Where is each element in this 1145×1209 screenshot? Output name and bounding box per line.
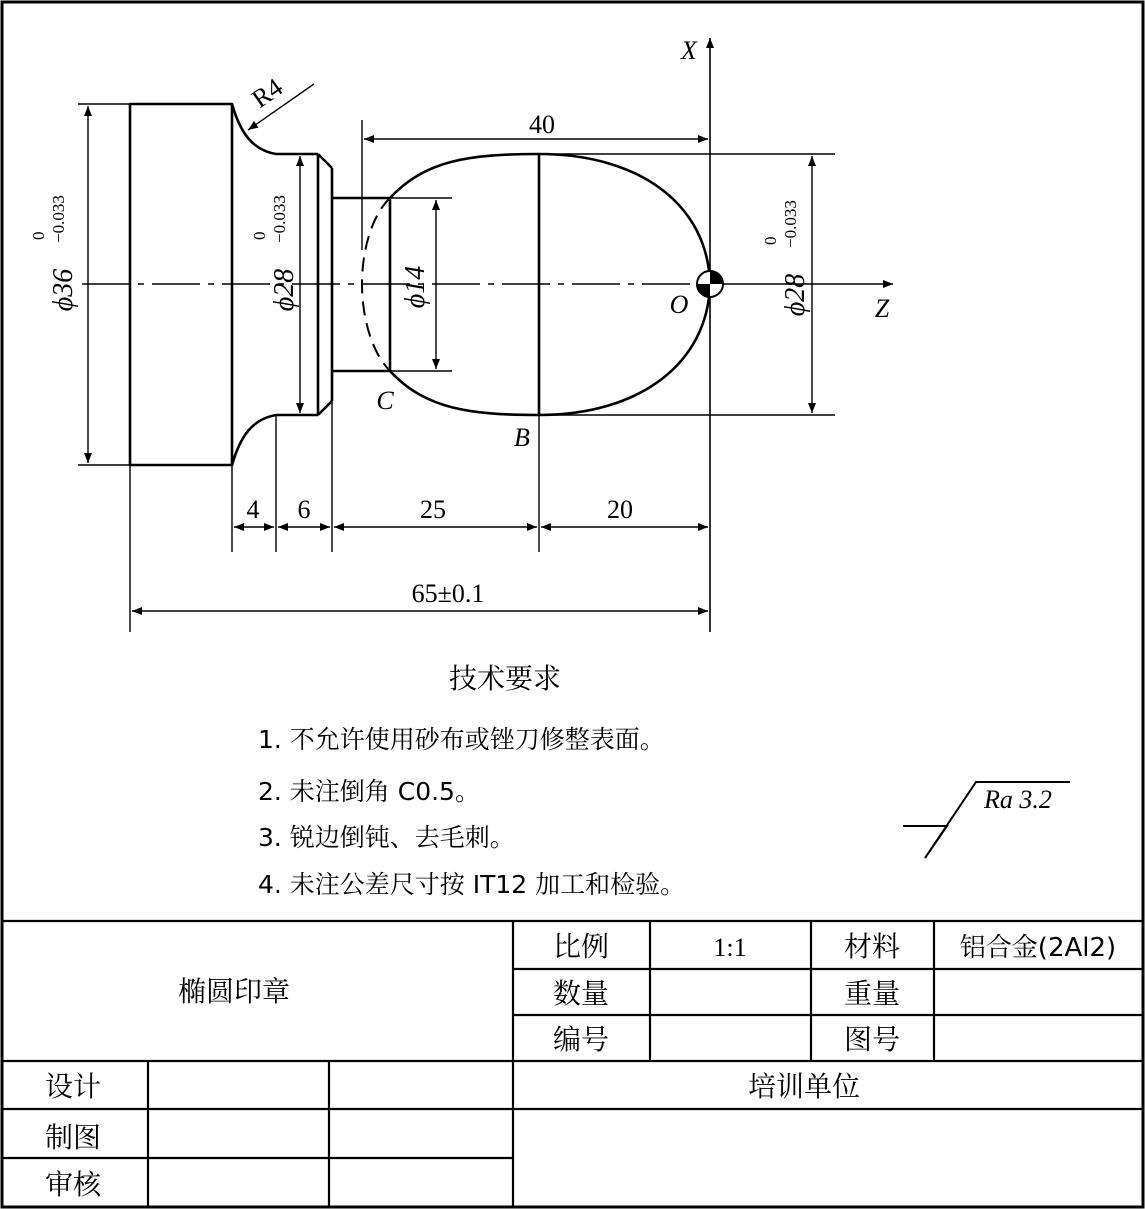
- axis-label-x: X: [681, 36, 697, 65]
- tech-req-item-2: 2. 未注倒角 C0.5。: [258, 777, 480, 806]
- drawing-number-label: 图号: [843, 1023, 901, 1056]
- weight-label: 重量: [843, 977, 901, 1010]
- point-label-c: C: [376, 386, 394, 415]
- dim-total-length: 65±0.1: [411, 579, 485, 608]
- dim-4: 4: [246, 495, 260, 524]
- dim-25: 25: [420, 495, 446, 524]
- origin-symbol: [697, 271, 723, 297]
- tech-req-title: 技术要求: [448, 662, 562, 695]
- coordinate-axes: [700, 38, 893, 632]
- material-value: 铝合金(2Al2): [959, 933, 1117, 963]
- dim-phi36: [29, 195, 79, 311]
- design-label: 设计: [44, 1070, 102, 1103]
- axis-label-z: Z: [874, 294, 890, 323]
- dim-phi28-right-value: ϕ28: [780, 273, 811, 317]
- dim-phi36-tol-lower: −0.033: [49, 195, 68, 243]
- dim-phi28-left-value: ϕ28: [269, 268, 300, 312]
- dim-6: 6: [297, 495, 311, 524]
- dim-phi28-right: [761, 200, 811, 316]
- material-label: 材料: [843, 930, 901, 963]
- origin-label: O: [669, 290, 689, 319]
- dim-phi28-right-tol-lower: −0.033: [781, 200, 800, 248]
- dim-phi14: [400, 266, 431, 309]
- dim-phi36-tol-upper: 0: [29, 231, 48, 240]
- dim-phi28-right-tol-upper: 0: [761, 236, 780, 245]
- roughness-value: Ra 3.2: [984, 785, 1052, 814]
- dim-40: 40: [529, 110, 555, 139]
- extension-lines: [78, 104, 835, 632]
- tech-req-item-1: 1. 不允许使用砂布或锉刀修整表面。: [258, 725, 665, 754]
- dim-phi36-value: ϕ36: [48, 268, 79, 312]
- quantity-label: 数量: [552, 977, 610, 1010]
- dim-phi28-left-tol-upper: 0: [250, 231, 269, 240]
- training-unit-label: 培训单位: [747, 1070, 861, 1103]
- scale-value: 1:1: [713, 933, 747, 962]
- scale-label: 比例: [552, 930, 610, 963]
- reviewer-label: 审核: [44, 1168, 102, 1201]
- dim-20: 20: [607, 495, 633, 524]
- point-label-b: B: [514, 423, 530, 452]
- dim-phi28-left: [250, 195, 300, 311]
- drawn-by-label: 制图: [44, 1121, 102, 1154]
- part-name: 椭圆印章: [177, 975, 291, 1008]
- dim-r4: R4: [246, 72, 288, 114]
- number-label: 编号: [552, 1023, 610, 1056]
- dim-phi14-value: ϕ14: [400, 265, 431, 309]
- tech-req-item-4: 4. 未注公差尺寸按 IT12 加工和检验。: [258, 870, 686, 899]
- tech-req-item-3: 3. 锐边倒钝、去毛刺。: [258, 823, 515, 852]
- dim-phi28-left-tol-lower: −0.033: [270, 195, 289, 243]
- title-block-grid: [2, 921, 1143, 1207]
